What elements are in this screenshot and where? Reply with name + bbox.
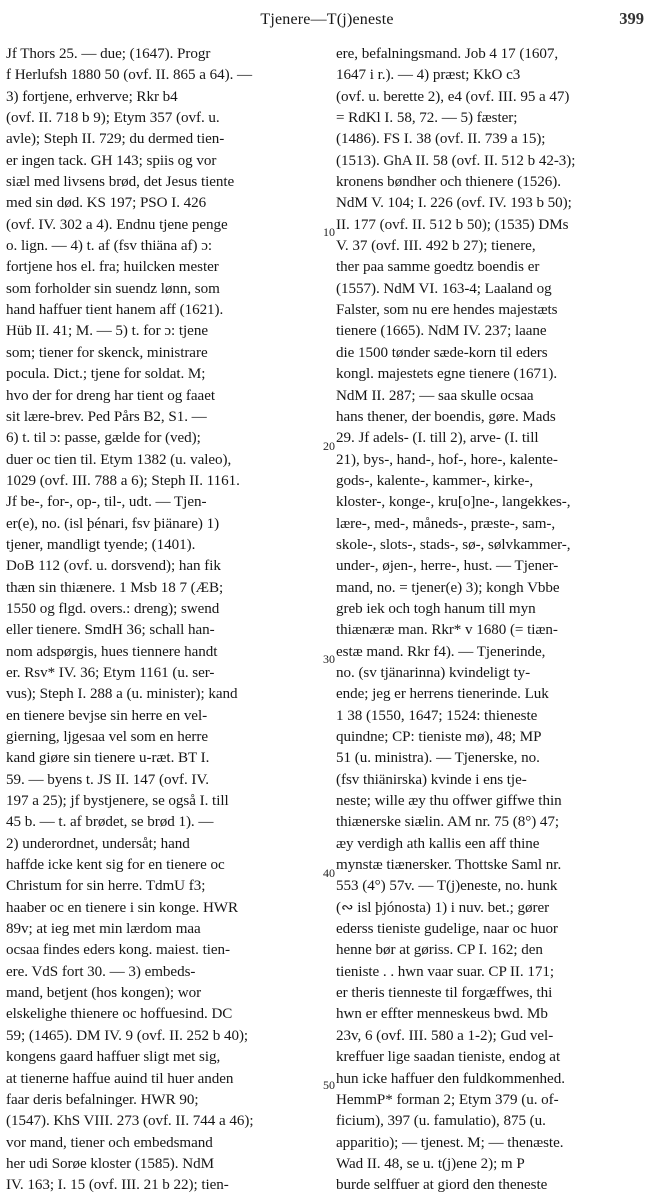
text-line: = RdKl I. 58, 72. — 5) fæster; <box>336 110 518 127</box>
text-line: tienere (1665). NdM IV. 237; laane <box>336 323 547 340</box>
text-line: (1486). FS I. 38 (ovf. II. 739 a 15); <box>336 131 546 148</box>
text-line: Christum for sin herre. TdmU f3; <box>6 878 206 895</box>
text-line: pocula. Dict.; tjene for soldat. M; <box>6 366 206 383</box>
text-line: 51 (u. ministra). — Tjenerske, no. <box>336 750 540 767</box>
text-line: quindne; CP: tieniste mø), 48; MP <box>336 729 542 745</box>
text-line: 197 a 25); jf bystjenere, se også I. till <box>6 793 229 810</box>
text-line: (1547). KhS VIII. 273 (ovf. II. 744 a 46); <box>6 1113 254 1130</box>
text-line: burde selffuer at giord den theneste <box>336 1177 548 1194</box>
text-line: mand, no. = tjener(e) 3); kongh Vbbe <box>336 579 560 596</box>
left-column <box>6 44 312 1194</box>
text-line: kreffuer lige saadan tieniste, endog at <box>336 1049 561 1066</box>
text-line: Falster, som nu ere hendes majestæts <box>336 302 558 319</box>
text-line: 23v, 6 (ovf. III. 580 a 1-2); Gud vel- <box>336 1027 554 1044</box>
text-line: nom adspørgis, hues tiennere handt <box>6 643 218 660</box>
text-line: ende; jeg er herrens tienerinde. Luk <box>336 686 549 703</box>
text-line: 1647 i r.). — 4) præst; KkO c3 <box>336 67 521 84</box>
text-line: med sin død. KS 197; PSO I. 426 <box>6 195 207 212</box>
text-line: 1550 og flgd. overs.: dreng); swend <box>6 600 220 617</box>
line-number-gutter <box>313 44 337 1092</box>
text-line: 1029 (ovf. III. 788 a 6); Steph II. 1161. <box>6 472 240 489</box>
text-line: 59. — byens t. JS II. 147 (ovf. IV. <box>6 771 209 788</box>
text-line: ficium), 397 (u. famulatio), 875 (u. <box>336 1113 546 1130</box>
text-line: ere, befalningsmand. Job 4 17 (1607, <box>336 46 559 62</box>
text-line: thiænæræ man. Rkr* v 1680 (= tiæn- <box>336 622 558 639</box>
text-line: ere. VdS fort 30. — 3) embeds- <box>6 963 196 980</box>
text-line: er(e), no. (isl þénari, fsv þiänare) 1) <box>6 515 220 532</box>
text-line: vus); Steph I. 288 a (u. minister); kand <box>6 686 238 703</box>
text-line: no. (sv tjänarinna) kvindeligt ty- <box>336 664 531 681</box>
text-line: o. lign. — 4) t. af (fsv thiäna af) ɔ: <box>6 238 212 255</box>
right-column <box>336 44 648 1194</box>
text-line: gods-, kalente-, kammer-, kirke-, <box>336 472 534 489</box>
text-line: som forholder sin suendz lønn, som <box>6 280 220 297</box>
text-line: at tienerne haffue auind til huer anden <box>6 1070 234 1087</box>
text-line: Hüb II. 41; M. — 5) t. for ɔ: tjene <box>6 323 208 340</box>
line-number: 30 <box>323 652 335 666</box>
text-line: æy verdigh ath kallis een aff thine <box>336 835 540 852</box>
text-line: 21), bys-, hand-, hof-, hore-, kalente- <box>336 451 558 468</box>
text-line: mynstæ tiænersker. Thottske Saml nr. <box>336 857 562 874</box>
text-line: 29. Jf adels- (I. till 2), arve- (I. till <box>336 430 539 447</box>
text-line: kongens gaard haffuer sligt met sig, <box>6 1049 221 1066</box>
text-line: avle); Steph II. 729; du dermed tien- <box>6 131 225 148</box>
text-line: 6) t. til ɔ: passe, gælde for (ved); <box>6 430 201 447</box>
text-line: DoB 112 (ovf. u. dorsvend); han fik <box>6 558 221 575</box>
text-line: siæl med livsens brød, det Jesus tiente <box>6 174 235 191</box>
text-line: hwn er effter menneskeus bwd. Mb <box>336 1006 548 1023</box>
text-line: vor mand, tiener och embedsmand <box>6 1134 213 1151</box>
text-line: henne bør at gøriss. CP I. 162; den <box>336 942 543 959</box>
text-line: 45 b. — t. af brødet, se brød 1). — <box>6 814 214 831</box>
text-line: ederss tieniste gudelige, naar oc huor <box>336 921 558 938</box>
text-line: 3) fortjene, erhverve; Rkr b4 <box>6 88 178 105</box>
text-line: apparitio); — tjenest. M; — thenæste. <box>336 1134 564 1151</box>
text-line: (ovf. IV. 302 a 4). Endnu tjene penge <box>6 216 228 233</box>
text-line: (∾ isl þjónosta) 1) i nuv. bet.; gører <box>336 899 550 916</box>
text-line: f Herlufsh 1880 50 (ovf. II. 865 a 64). — <box>6 67 253 84</box>
text-line: (fsv thiänirska) kvinde i ens tje- <box>336 771 527 788</box>
text-line: 59; (1465). DM IV. 9 (ovf. II. 252 b 40); <box>6 1027 249 1044</box>
line-number: 20 <box>323 439 335 453</box>
text-line: tieniste . . hwn vaar suar. CP II. 171; <box>336 963 554 980</box>
page-header <box>0 0 654 40</box>
text-line: (ovf. II. 718 b 9); Etym 357 (ovf. u. <box>6 110 220 127</box>
text-line: elskelighe thienere oc hoffuesind. DC <box>6 1006 233 1023</box>
text-line: kand giøre sin tienere u-ræt. BT I. <box>6 750 210 767</box>
text-line: NdM II. 287; — saa skulle ocsaa <box>336 387 534 404</box>
text-line: HemmP* forman 2; Etym 379 (u. of- <box>336 1091 559 1108</box>
text-line: Wad II. 48, se u. t(j)ene 2); m P <box>336 1155 525 1172</box>
text-line: fortjene hos el. fra; huilcken mester <box>6 259 219 276</box>
text-line: Jf be-, for-, op-, til-, udt. — Tjen- <box>6 494 207 511</box>
text-line: IV. 163; I. 15 (ovf. III. 21 b 22); tien- <box>6 1177 229 1194</box>
text-line: (1557). NdM VI. 163-4; Laaland og <box>336 280 552 297</box>
text-line: thiænerske siælin. AM nr. 75 (8°) 47; <box>336 814 560 831</box>
text-line: hand haffuer tient hanem aff (1621). <box>6 302 224 319</box>
text-line: er ingen tack. GH 143; spiis og vor <box>6 152 217 169</box>
text-line: hun icke haffuer den fuldkommenhed. <box>336 1070 565 1087</box>
text-line: haffde icke kent sig for en tienere oc <box>6 857 225 874</box>
text-line: die 1500 tønder sæde-korn til eders <box>336 344 548 361</box>
text-line: kronens bøndher och thienere (1526). <box>336 174 561 191</box>
text-line: faar deris befalninger. HWR 90; <box>6 1091 199 1108</box>
page-number: 399 <box>619 9 644 28</box>
text-line: er. Rsv* IV. 36; Etym 1161 (u. ser- <box>6 664 215 681</box>
text-line: under-, øjen-, herre-, hust. — Tjener- <box>336 558 559 575</box>
text-line: skole-, slots-, stads-, sø-, sølvkammer-, <box>336 536 571 553</box>
text-line: ther paa samme goedtz boendis er <box>336 259 540 276</box>
text-line: 1 38 (1550, 1647; 1524: thieneste <box>336 707 538 724</box>
text-line: en tienere bevjse sin herre en vel- <box>6 707 208 724</box>
running-head: Tjenere—T(j)eneste <box>260 11 394 28</box>
text-line: neste; wille æy thu offwer giffwe thin <box>336 793 562 810</box>
text-line: estæ mand. Rkr f4). — Tjenerinde, <box>336 643 546 660</box>
text-line: V. 37 (ovf. III. 492 b 27); tienere, <box>336 238 536 255</box>
text-line: haaber oc en tienere i sin konge. HWR <box>6 899 239 916</box>
text-line: her udi Sorøe kloster (1585). NdM <box>6 1155 214 1172</box>
text-line: hvo der for dreng har tient og faaet <box>6 387 216 404</box>
text-line: kongl. majestets egne tienere (1671). <box>336 366 558 383</box>
text-line: (ovf. u. berette 2), e4 (ovf. III. 95 a 47) <box>336 88 570 105</box>
text-line: er theris tienneste til forgæffwes, thi <box>336 985 553 1002</box>
text-line: sit lære-brev. Ped Pårs B2, S1. — <box>6 408 207 425</box>
text-line: lære-, med-, måneds-, præste-, sam-, <box>336 515 556 532</box>
text-line: 2) underordnet, undersåt; hand <box>6 835 190 852</box>
text-line: hans thener, der boendis, gøre. Mads <box>336 408 556 425</box>
text-line: greb iek och togh hanum till myn <box>336 600 536 617</box>
text-line: 553 (4°) 57v. — T(j)eneste, no. hunk <box>336 878 558 895</box>
text-line: mand, betjent (hos kongen); wor <box>6 985 202 1002</box>
text-line: som; tiener for skenck, ministrare <box>6 344 208 361</box>
text-line: thæn sin thiænere. 1 Msb 18 7 (ÆB; <box>6 579 224 596</box>
text-line: (1513). GhA II. 58 (ovf. II. 512 b 42-3); <box>336 152 576 169</box>
text-line: II. 177 (ovf. II. 512 b 50); (1535) DMs <box>336 216 569 233</box>
text-line: ocsaa findes eders kong. maiest. tien- <box>6 942 231 959</box>
text-line: duer oc tien til. Etym 1382 (u. valeo), <box>6 451 232 468</box>
text-line: kloster-, konge-, kru[o]ne-, langekkes-, <box>336 494 571 511</box>
text-line: tjener, mandligt tyende; (1401). <box>6 536 196 553</box>
text-line: NdM V. 104; I. 226 (ovf. IV. 193 b 50); <box>336 195 572 212</box>
text-line: eller tienere. SmdH 36; schall han- <box>6 622 215 639</box>
line-number: 10 <box>323 225 335 239</box>
text-line: Jf Thors 25. — due; (1647). Progr <box>6 46 211 62</box>
text-line: 89v; at ieg met min lærdom maa <box>6 921 201 938</box>
line-number: 40 <box>323 866 335 880</box>
text-line: gierning, ljgesaa vel som en herre <box>6 729 208 745</box>
line-number: 50 <box>323 1078 335 1092</box>
